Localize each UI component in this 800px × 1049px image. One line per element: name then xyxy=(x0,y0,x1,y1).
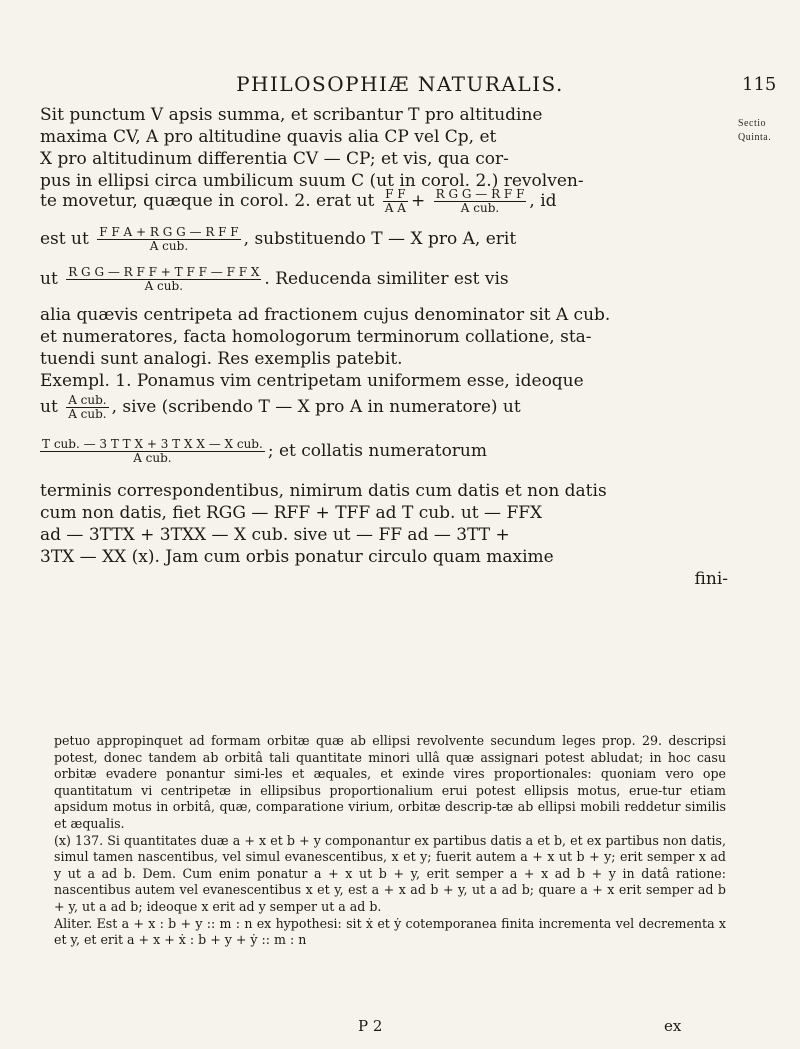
fraction-numerator: R G G — R F F + T F F — F F X xyxy=(68,265,260,279)
main-text-3 xyxy=(40,480,728,590)
fraction-denominator: A cub. xyxy=(66,279,261,293)
page-number: 115 xyxy=(742,74,777,95)
fraction-ff-aa xyxy=(383,188,408,215)
text-line-11: Exempl. 1. Ponamus vim centripetam uniformem esse, ideoque xyxy=(40,371,584,391)
fraction-numerator: R G G — R F F xyxy=(435,187,525,201)
text-segment: . Reducenda similiter est vis xyxy=(264,269,509,289)
equation-line-1: te movetur, quæque in corol. 2. erat ut $\frac{\text{F F}}{\text{A A}}$ + $\frac{\text{R G G — R F F}}{\text{A cub.}}$ , id xyxy=(40,187,557,215)
margin-note-sectio: Sectio xyxy=(738,118,766,129)
text-segment: , sive (scribendo T — X pro A in numeratore) ut xyxy=(111,397,521,417)
fraction-numerator: A cub. xyxy=(68,393,107,407)
equation-line-4 xyxy=(40,394,728,421)
margin-note-quinta: Quinta. xyxy=(738,132,772,143)
fraction-denominator: A cub. xyxy=(434,201,527,215)
text-line-2: maxima CV, A pro altitudine quavis alia CP vel Cp, et xyxy=(40,127,497,147)
catchword: ex xyxy=(664,1017,682,1035)
equation-line-2 xyxy=(40,226,728,253)
text-line-4: pus in ellipsi circa umbilicum suum C (ut in corol. 2.) revolven- xyxy=(40,171,584,191)
fraction-denominator: A A xyxy=(384,201,406,215)
text-line-16: ad — 3TTX + 3TXX — X cub. sive ut — FF ad — 3TT + xyxy=(40,525,510,545)
signature-mark: P 2 xyxy=(358,1017,383,1035)
text-line-18: fini- xyxy=(694,569,728,589)
text-segment: te movetur, quæque in corol. 2. erat ut xyxy=(40,191,375,211)
fraction-denominator: A cub. xyxy=(40,451,265,465)
footnote-x: (x) 137. Si quantitates duæ a + x et b + y componantur ex partibus datis a et b, et ex partibus non datis, simul tamen nascentibus, vel simul evanescentibus, x et y; fuerit autem a + x ut b + y; erit semper x ad y ut a ad b. Dem. Cum enim ponatur a + x ut b + y, erit semper a + x ad b + y in datâ ratione: nascentibus autem vel evanescentibus x et y, est a + x ad b + y, ut a ad b; quare a + x erit semper ad b + y, ut a ad b; ideoque x erit ad y semper ut a ad b. xyxy=(54,832,726,914)
text-segment: ut xyxy=(40,397,58,417)
footnotes xyxy=(54,733,726,949)
fraction-denominator: A cub. xyxy=(68,407,107,421)
text-segment: ut xyxy=(40,269,58,289)
footnote-aliter: Aliter. Est a + x : b + y :: m : n ex hypothesi: sit ẋ et ẏ cotemporanea finita incrementa vel decrementa x et y, et erit a + x + ẋ : b + y + ẏ :: m : n xyxy=(54,915,726,948)
fraction-rgg-rff-tff-ffx xyxy=(66,266,261,293)
running-header: PHILOSOPHIÆ NATURALIS. xyxy=(236,72,564,96)
text-line-14: terminis correspondentibus, nimirum datis cum datis et non datis xyxy=(40,481,607,501)
footnote-continuation: petuo appropinquet ad formam orbitæ quæ ab ellipsi revolvente secundum leges prop. 29. descripsi potest, donec tandem ab orbitâ tali quantitate minori ullâ quæ assignari potest abludat; in hoc casu orbitæ evadere ponantur simi-les et æquales, et exinde vires proportionales: quoniam vero ope quantitatum vi centripetæ in ellipsibus proportionalium erui potest ellipsis motus, erue-tur etiam apsidum motus in orbitâ, quæ, comparatione virium, orbitæ descrip-tæ ab ellipsi mobili reddetur similis et æqualis. xyxy=(54,733,726,831)
text-line-8: alia quævis centripeta ad fractionem cujus denominator sit A cub. xyxy=(40,305,611,325)
text-line-3: X pro altitudinum differentia CV — CP; et vis, qua cor- xyxy=(40,149,509,169)
equation-line-5 xyxy=(40,438,728,465)
text-line-15: cum non datis, fiet RGG — RFF + TFF ad T cub. ut — FFX xyxy=(40,503,543,523)
fraction-ffa-rgg-rff xyxy=(97,226,240,253)
main-text xyxy=(40,104,728,192)
text-line-17: 3TX — XX (x). Jam cum orbis ponatur circulo quam maxime xyxy=(40,547,554,567)
text-segment: , substituendo T — X pro A, erit xyxy=(243,229,517,249)
text-line-10: tuendi sunt analogi. Res exemplis patebit. xyxy=(40,349,403,369)
fraction-tcub-expansion xyxy=(40,438,265,465)
main-text-2 xyxy=(40,304,728,392)
fraction-numerator: F F A + R G G — R F F xyxy=(99,225,239,239)
text-line-1: Sit punctum V apsis summa, et scribantur T pro altitudine xyxy=(40,105,543,125)
text-segment: , id xyxy=(529,191,557,211)
fraction-numerator: T cub. — 3 T T X + 3 T X X — X cub. xyxy=(42,437,263,451)
equation-line-3 xyxy=(40,266,728,293)
text-segment: est ut xyxy=(40,229,89,249)
fraction-acub-acub xyxy=(66,394,108,421)
text-segment: ; et collatis numeratorum xyxy=(267,441,488,461)
fraction-denominator: A cub. xyxy=(97,239,240,253)
text-line-9: et numeratores, facta homologorum terminorum collatione, sta- xyxy=(40,327,592,347)
fraction-numerator: F F xyxy=(385,187,406,201)
fraction-rgg-rff xyxy=(434,188,527,215)
